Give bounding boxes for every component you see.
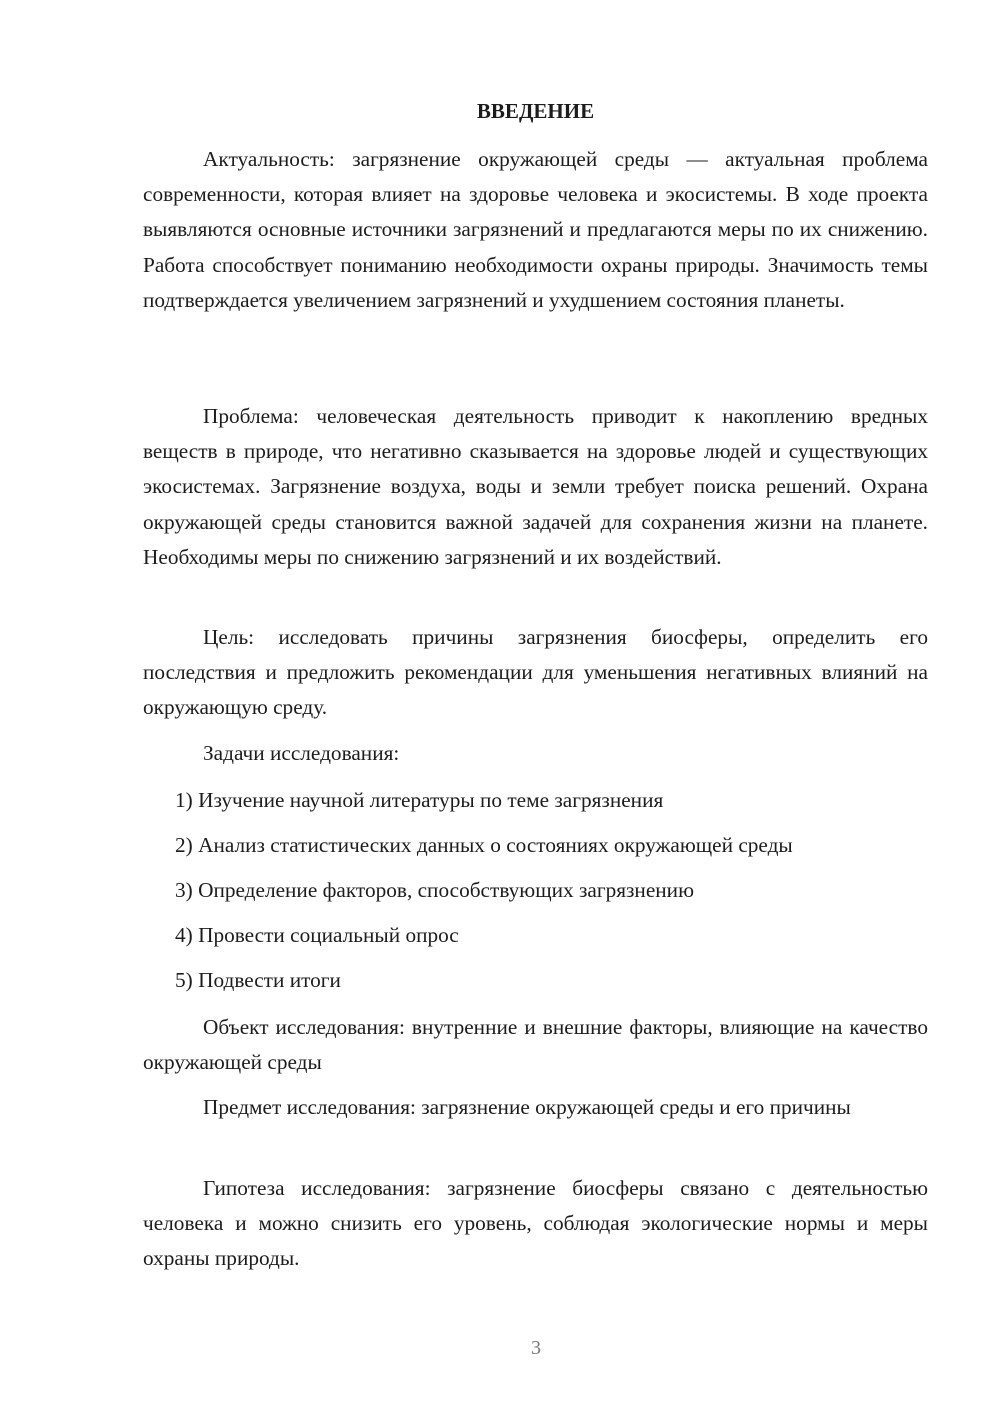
paragraph-relevance: Актуальность: загрязнение окружающей среды — актуальная проблема современности, которая влияет на здоровье человека и экосистемы. В ходе проекта выявляются основные источники загрязнений и предлагаются меры по их снижению. Работа способствует пониманию необходимости охраны природы. Значимость темы подтверждается увеличением загрязнений и ухудшением состояния планеты. xyxy=(143,147,928,312)
tasks-heading: Задачи исследования: xyxy=(203,741,400,765)
paragraph-object: Объект исследования: внутренние и внешние факторы, влияющие на качество окружающей среды xyxy=(143,1015,928,1075)
section-title: ВВЕДЕНИЕ xyxy=(476,99,595,123)
paragraph-problem: Проблема: человеческая деятельность приводит к накоплению вредных веществ в природе, что негативно сказывается на здоровье людей и существующих экосистемах. Загрязнение воздуха, воды и земли требует поиска решений. Охрана окружающей среды становится важной задачей для сохранения жизни на планете. Необходимы меры по снижению загрязнений и их воздействий. xyxy=(143,404,928,569)
page-number: 3 xyxy=(531,1337,541,1359)
task-item-3: 3) Определение факторов, способствующих загрязнению xyxy=(175,878,694,902)
paragraph-goal: Цель: исследовать причины загрязнения биосферы, определить его последствия и предложить рекомендации для уменьшения негативных влияний на окружающую среду. xyxy=(143,625,928,720)
task-item-4: 4) Провести социальный опрос xyxy=(175,923,459,947)
task-item-2: 2) Анализ статистических данных о состояниях окружающей среды xyxy=(175,833,793,857)
task-item-1: 1) Изучение научной литературы по теме загрязнения xyxy=(175,788,664,812)
paragraph-hypothesis: Гипотеза исследования: загрязнение биосферы связано с деятельностью человека и можно снизить его уровень, соблюдая экологические нормы и меры охраны природы. xyxy=(143,1176,928,1271)
task-item-5: 5) Подвести итоги xyxy=(175,968,341,992)
paragraph-subject: Предмет исследования: загрязнение окружающей среды и его причины xyxy=(203,1095,851,1119)
